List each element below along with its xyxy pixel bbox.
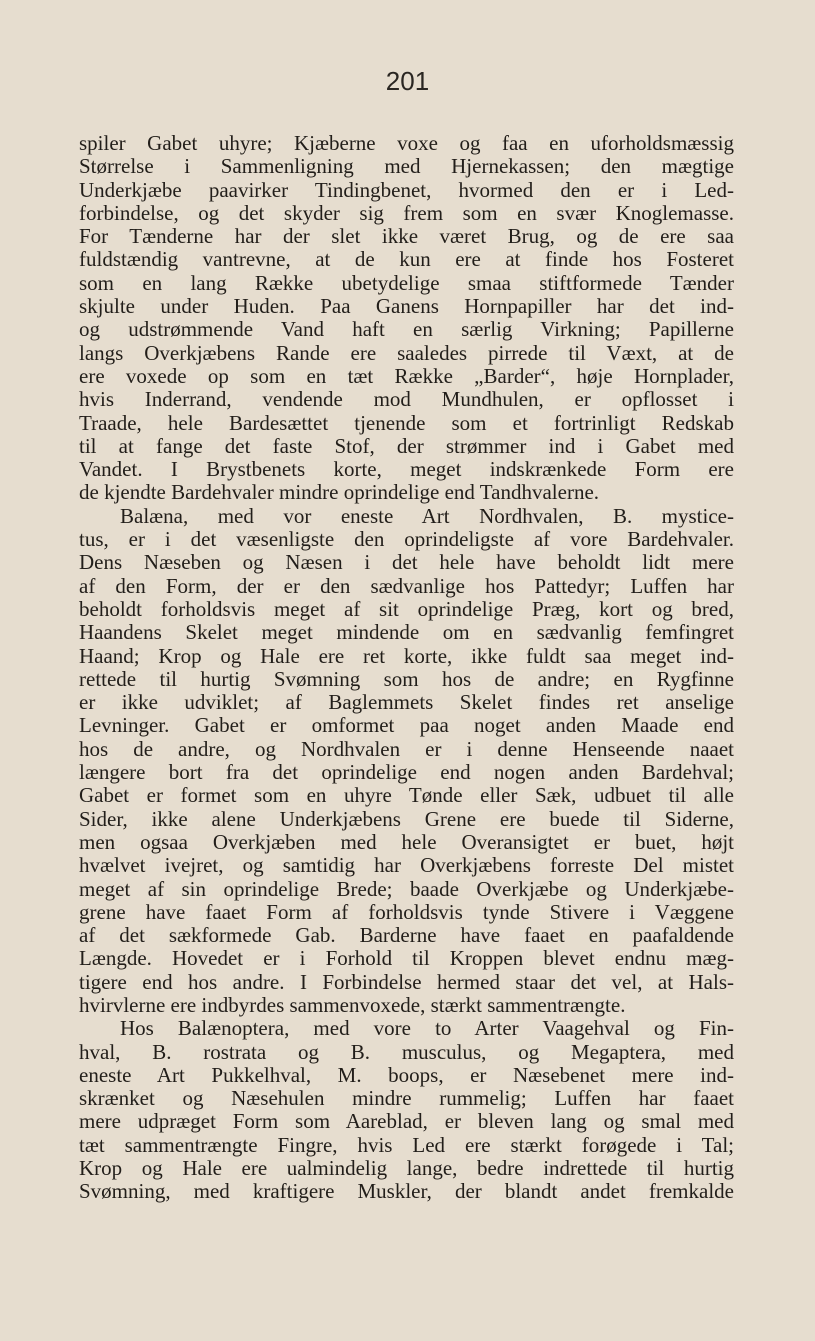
text-line: Hos Balænoptera, med vore to Arter Vaagehval og Fin-: [120, 1016, 734, 1041]
text-line: hvirvlerne ere indbyrdes sammenvoxede, stærkt sammentrængte.: [79, 992, 626, 1017]
text-line: Dens Næseben og Næsen i det hele have beholdt lidt mere: [79, 550, 734, 575]
text-line: grene have faaet Form af forholdsvis tynde Stivere i Væggene: [79, 899, 734, 924]
text-line: de kjendte Bardehvaler mindre oprindelige end Tandhvalerne.: [79, 480, 600, 505]
text-line: af det sækformede Gab. Barderne have faaet en paafaldende: [79, 923, 734, 948]
text-line: som en lang Række ubetydelige smaa stiftformede Tænder: [79, 270, 734, 295]
text-line: Krop og Hale ere ualmindelig lange, bedre indrettede til hurtig: [79, 1156, 734, 1181]
text-line: Størrelse i Sammenligning med Hjernekassen; den mægtige: [79, 154, 734, 179]
text-line: hvælvet ivejret, og samtidig har Overkjæbens forreste Del mistet: [79, 853, 734, 878]
text-line: Levninger. Gabet er omformet paa noget anden Maade end: [79, 713, 734, 738]
text-line: fuldstændig vantrevne, at de kun ere at finde hos Fosteret: [79, 247, 734, 272]
text-line: men ogsaa Overkjæben med hele Overansigtet er buet, højt: [79, 829, 734, 854]
text-line: Underkjæbe paavirker Tindingbenet, hvormed den er i Led-: [79, 177, 734, 202]
text-line: hval, B. rostrata og B. musculus, og Megaptera, med: [79, 1039, 734, 1064]
text-line: Svømning, med kraftigere Muskler, der blandt andet fremkalde: [79, 1179, 734, 1204]
text-line: eneste Art Pukkelhval, M. boops, er Næsebenet mere ind-: [79, 1062, 734, 1087]
text-line: mere udpræget Form som Aareblad, er bleven lang og smal med: [79, 1109, 734, 1134]
page-number: 201: [385, 66, 430, 96]
text-line: ere voxede op som en tæt Række „Barder“, høje Hornplader,: [79, 363, 734, 388]
text-line: rettede til hurtig Svømning som hos de andre; en Rygfinne: [79, 666, 734, 691]
text-line: tigere end hos andre. I Forbindelse hermed staar det vel, at Hals-: [79, 969, 734, 994]
text-line: Vandet. I Brystbenets korte, meget indskrænkede Form ere: [79, 457, 734, 482]
text-line: hvis Inderrand, vendende mod Mundhulen, er opflosset i: [79, 387, 734, 412]
text-line: er ikke udviklet; af Baglemmets Skelet findes ret anselige: [79, 690, 734, 715]
text-line: Længde. Hovedet er i Forhold til Kroppen blevet endnu mæg-: [79, 946, 734, 971]
text-line: Traade, hele Bardesættet tjenende som et fortrinligt Redskab: [79, 410, 734, 435]
text-line: skjulte under Huden. Paa Ganens Hornpapiller har det ind-: [79, 294, 734, 319]
text-line: spiler Gabet uhyre; Kjæberne voxe og faa en uforholdsmæssig: [79, 131, 734, 155]
text-line: langs Overkjæbens Rande ere saaledes pirrede til Væxt, at de: [79, 340, 734, 365]
text-line: og udstrømmende Vand haft en særlig Virkning; Papillerne: [79, 317, 734, 342]
text-line: Balæna, med vor eneste Art Nordhvalen, B. mystice-: [120, 503, 734, 528]
text-line: af den Form, der er den sædvanlige hos Pattedyr; Luffen har: [79, 573, 734, 598]
text-line: forbindelse, og det skyder sig frem som en svær Knoglemasse.: [79, 200, 734, 225]
text-line: Haand; Krop og Hale ere ret korte, ikke fuldt saa meget ind-: [79, 643, 734, 668]
text-line: beholdt forholdsvis meget af sit oprindelige Præg, kort og bred,: [79, 596, 734, 621]
text-line: meget af sin oprindelige Brede; baade Overkjæbe og Underkjæbe-: [79, 876, 734, 901]
text-line: skrænket og Næsehulen mindre rummelig; Luffen har faaet: [79, 1086, 734, 1111]
text-line: tus, er i det væsenligste den oprindeligste af vore Bardehvaler.: [79, 527, 734, 552]
text-line: Haandens Skelet meget mindende om en sædvanlig femfingret: [79, 620, 734, 645]
text-line: Gabet er formet som en uhyre Tønde eller Sæk, udbuet til alle: [79, 783, 734, 808]
text-line: til at fange det faste Stof, der strømmer ind i Gabet med: [79, 433, 734, 458]
text-line: hos de andre, og Nordhvalen er i denne Henseende naaet: [79, 736, 734, 761]
text-line: Sider, ikke alene Underkjæbens Grene ere buede til Siderne,: [79, 806, 734, 831]
text-line: tæt sammentrængte Fingre, hvis Led ere stærkt forøgede i Tal;: [79, 1132, 734, 1157]
body-text: [79, 132, 734, 1204]
text-line: For Tænderne har der slet ikke været Brug, og de ere saa: [79, 224, 734, 249]
text-line: længere bort fra det oprindelige end nogen anden Bardehval;: [79, 760, 734, 785]
